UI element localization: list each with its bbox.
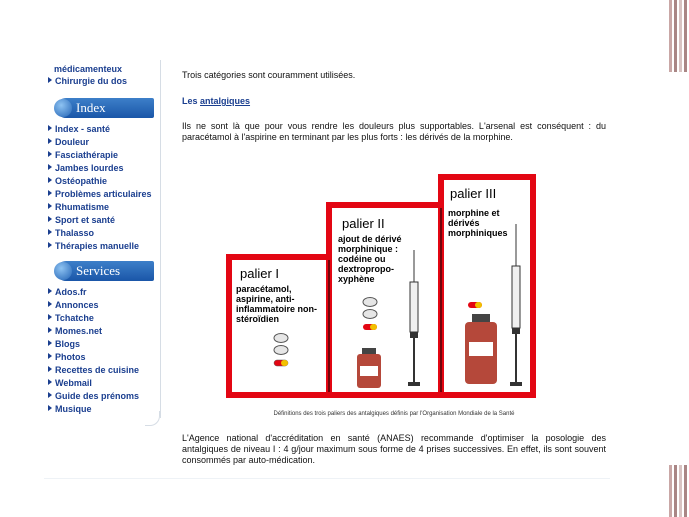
arrow-icon xyxy=(48,314,52,320)
arrow-icon xyxy=(48,203,52,209)
arrow-icon xyxy=(48,177,52,183)
sidebar-item-sport-sante[interactable]: Sport et santé xyxy=(48,215,115,225)
sidebar-item-problemes-articulaires[interactable]: Problèmes articulaires xyxy=(48,189,152,199)
figure-caption: Définitions des trois paliers des antalgiques définis par l'Organisation Mondiale de la Santé xyxy=(273,411,515,417)
sidebar-item-therapies-manuelle[interactable]: Thérapies manuelle xyxy=(48,241,139,251)
medicine-bottle-icon xyxy=(357,348,381,388)
slide-decoration-bottom xyxy=(667,465,689,517)
paragraph-1: Ils ne sont là que pour vous rendre les douleurs plus supportables. L'arsenal est conséquent : du paracétamol à l'aspirine en terminant par les plus forts : les dérivés de la morphine. xyxy=(182,121,606,142)
paliers-figure xyxy=(224,170,538,402)
sidebar-item-guide-prenoms[interactable]: Guide des prénoms xyxy=(48,391,139,401)
arrow-icon xyxy=(48,229,52,235)
palier1-desc-wrap xyxy=(236,284,326,332)
section-heading: Les antalgiques xyxy=(182,96,251,106)
sidebar-item-thalasso[interactable]: Thalasso xyxy=(48,228,94,238)
palier1-title: palier I xyxy=(240,266,280,281)
sidebar-item-tchatche[interactable]: Tchatche xyxy=(48,313,94,323)
web-page-screenshot xyxy=(44,60,610,478)
arrow-icon xyxy=(48,392,52,398)
sidebar-item-annonces[interactable]: Annonces xyxy=(48,300,99,310)
arrow-icon xyxy=(48,77,52,83)
sidebar-item-ados[interactable]: Ados.fr xyxy=(48,287,87,297)
pills-icon xyxy=(468,302,482,308)
medicine-bottle-icon xyxy=(465,314,497,384)
palier3-desc-wrap xyxy=(448,208,526,248)
pills-icon xyxy=(274,334,288,367)
pills-icon xyxy=(363,298,377,331)
palier1-desc: paracétamol, aspirine, anti-inflammatoire non-stéroïdien xyxy=(236,284,318,324)
palier2-desc: ajout de dérivé morphinique : codéine ou dextropropo-xyphène xyxy=(338,234,402,284)
palier2-desc-wrap xyxy=(338,234,416,298)
sidebar-item-fasciatherapie[interactable]: Fasciathérapie xyxy=(48,150,118,160)
sidebar-item-photos[interactable]: Photos xyxy=(48,352,86,362)
index-header: Index xyxy=(56,98,154,118)
sidebar-item-osteopathie[interactable]: Ostéopathie xyxy=(48,176,107,186)
sidebar-item-douleur[interactable]: Douleur xyxy=(48,137,89,147)
paragraph-2: L'Agence national d'accréditation en santé (ANAES) recommande d'optimiser la posologie des antalgiques de niveau I : 4 g/jour maximum sous forme de 4 prises successives. En effet, ils sont souvent consommés par auto-médication. xyxy=(182,433,606,465)
sidebar-item-momes[interactable]: Momes.net xyxy=(48,326,102,336)
sidebar-item-jambes-lourdes[interactable]: Jambes lourdes xyxy=(48,163,124,173)
arrow-icon xyxy=(48,138,52,144)
arrow-icon xyxy=(48,242,52,248)
slide-decoration-top xyxy=(667,0,689,72)
arrow-icon xyxy=(48,125,52,131)
sidebar-item-index-sante[interactable]: Index - santé xyxy=(48,124,110,134)
arrow-icon xyxy=(48,288,52,294)
bullet-icon xyxy=(54,262,72,280)
arrow-icon xyxy=(48,379,52,385)
arrow-icon xyxy=(48,327,52,333)
arrow-icon xyxy=(48,216,52,222)
arrow-icon xyxy=(48,340,52,346)
sidebar xyxy=(44,60,161,418)
services-header: Services xyxy=(56,261,154,281)
arrow-icon xyxy=(48,190,52,196)
page-bottom-border xyxy=(44,478,610,479)
sidebar-item-rhumatisme[interactable]: Rhumatisme xyxy=(48,202,109,212)
arrow-icon xyxy=(48,151,52,157)
sidebar-item-chirurgie[interactable]: Chirurgie du dos xyxy=(48,76,127,86)
sidebar-item-webmail[interactable]: Webmail xyxy=(48,378,92,388)
palier2-title: palier II xyxy=(342,216,385,231)
sidebar-item-musique[interactable]: Musique xyxy=(48,404,92,414)
antalgiques-link[interactable]: antalgiques xyxy=(200,96,251,106)
arrow-icon xyxy=(48,353,52,359)
sidebar-item-medicamenteux[interactable]: médicamenteux xyxy=(54,64,123,74)
arrow-icon xyxy=(48,164,52,170)
palier3-desc: morphine et dérivés morphiniques xyxy=(448,208,508,238)
intro-text: Trois catégories sont couramment utilisées. xyxy=(182,70,356,80)
palier3-title: palier III xyxy=(450,186,497,201)
arrow-icon xyxy=(48,366,52,372)
arrow-icon xyxy=(48,405,52,411)
bullet-icon xyxy=(54,99,72,117)
sidebar-item-recettes[interactable]: Recettes de cuisine xyxy=(48,365,139,375)
arrow-icon xyxy=(48,301,52,307)
sidebar-item-blogs[interactable]: Blogs xyxy=(48,339,80,349)
